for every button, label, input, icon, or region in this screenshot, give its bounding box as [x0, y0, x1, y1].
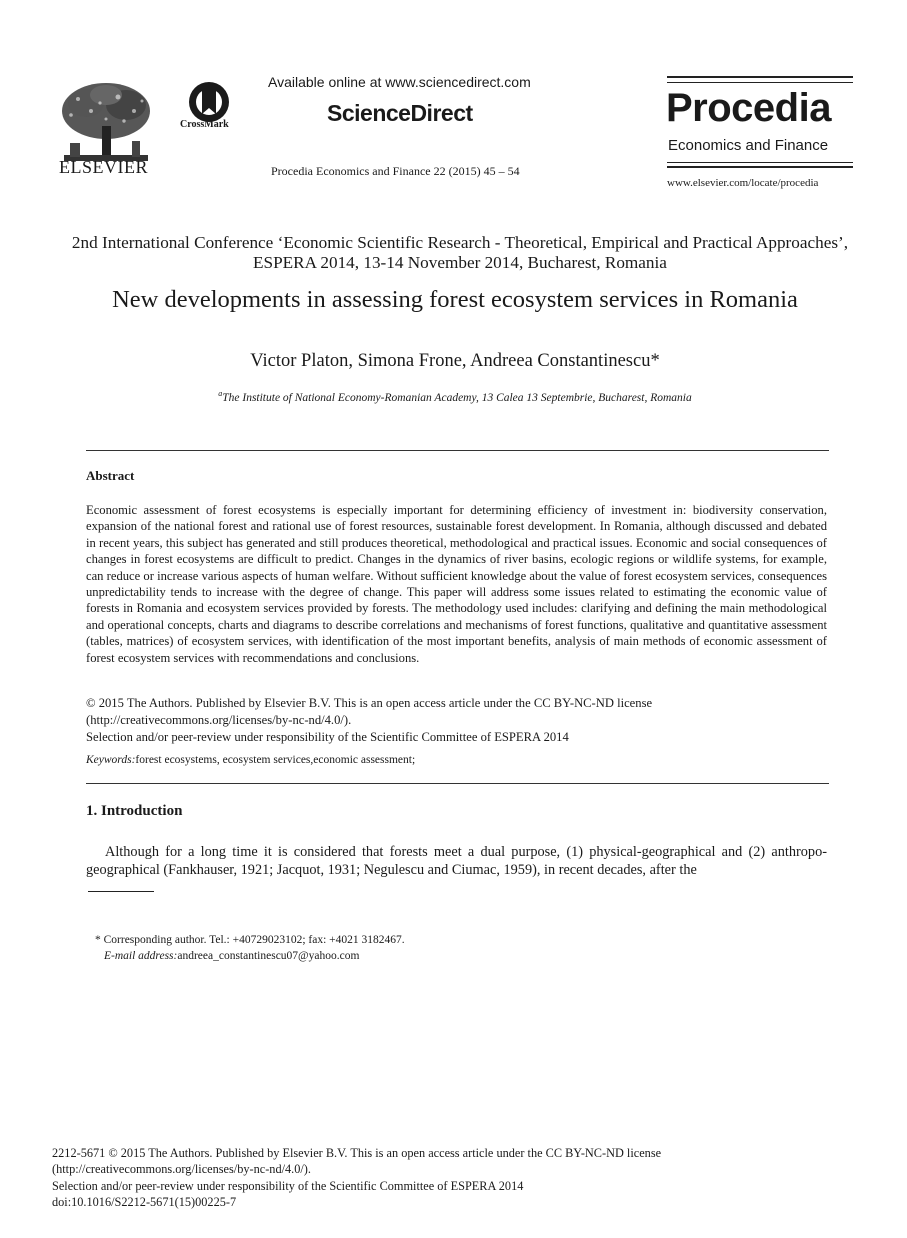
- elsevier-wordmark: ELSEVIER: [59, 157, 148, 177]
- affiliation-text: The Institute of National Economy-Romanian Academy, 13 Calea 13 Septembrie, Bucharest, Romania: [222, 391, 692, 404]
- issn-copyright-block: [52, 1145, 872, 1211]
- procedia-wordmark: Procedia: [666, 86, 831, 130]
- copyright-notice: [86, 695, 827, 746]
- procedia-rule: [667, 166, 853, 168]
- procedia-url-link[interactable]: www.elsevier.com/locate/procedia: [667, 177, 819, 189]
- abstract-heading: Abstract: [86, 468, 135, 483]
- license-link[interactable]: (http://creativecommons.org/licenses/by-nc-nd/4.0/).: [86, 713, 352, 727]
- keywords-label: Keywords:: [86, 754, 136, 766]
- procedia-rule: [667, 82, 853, 83]
- paper-title: New developments in assessing forest ecosystem services in Romania: [112, 286, 798, 313]
- journal-reference: Procedia Economics and Finance 22 (2015) 45 – 54: [271, 164, 520, 178]
- affiliation-mark: a: [218, 389, 223, 398]
- email-note: [104, 950, 359, 962]
- peer-review-bottom: Selection and/or peer-review under responsibility of the Scientific Committee of ESPERA 2014: [52, 1178, 524, 1193]
- procedia-rule: [667, 76, 853, 78]
- conference-name: 2nd International Conference ‘Economic Scientific Research - Theoretical, Empirical and Practical Approaches’, ESPERA 2014, 13-14 November 2014, Bucharest, Romania: [71, 233, 849, 272]
- introduction-body: Although for a long time it is considered that forests meet a dual purpose, (1) physical-geographical and (2) anthropo-geographical (Fankhauser, 1921; Jacquot, 1931; Negulescu and Ciumac, 1959), in recent decades, after the: [86, 844, 827, 878]
- procedia-subtitle: Economics and Finance: [668, 137, 829, 154]
- doi-line[interactable]: doi:10.1016/S2212-5671(15)00225-7: [52, 1195, 237, 1210]
- crossmark-label: CrossMark: [180, 119, 229, 130]
- license-link-bottom[interactable]: (http://creativecommons.org/licenses/by-nc-nd/4.0/).: [52, 1162, 311, 1177]
- procedia-rule: [667, 162, 853, 163]
- keywords: [86, 754, 415, 766]
- abstract-body: Economic assessment of forest ecosystems is especially important for determining efficiency of investment in: biodiversity conservation, expansion of the national forest and rational use of forest resources, sustainable forest development. In Romania, although discussed and debated in recent years, this subject has generated and still produces theoretical, methodological and practical issues. Economic and social consequences of changes in forest ecosystems are difficult to predict. Changes in the dynamics of river basins, ecologic regions or wildlife systems, for example, can reduce or increase various aspects of human welfare. Without sufficient knowledge about the value of forest ecosystem services, consequences unpredictability tends to increase with the degree of change. This paper will address some issues related to estimating the economic value of forests in Romania and ecosystem services provided by forests. The methodology used includes: clarifying and defining the main methodological and operational concepts, charts and diagrams to describe correlations and mechanisms of forest functions, qualitative and quantitative assessment (tables, matrices) of ecosystem services, with identification of the most important benefits, analysis of main methods of economic assessment of forest ecosystem services with recommendations and conclusions.: [86, 503, 827, 665]
- available-online-link[interactable]: Available online at www.sciencedirect.com: [268, 74, 531, 90]
- affiliation: [60, 389, 850, 404]
- copyright-line: © 2015 The Authors. Published by Elsevier B.V. This is an open access article under the CC BY-NC-ND license: [86, 696, 653, 710]
- peer-review-line: Selection and/or peer-review under responsibility of the Scientific Committee of ESPERA 2014: [86, 730, 569, 744]
- email-address[interactable]: andreea_constantinescu07@yahoo.com: [177, 950, 360, 962]
- sciencedirect-wordmark: ScienceDirect: [327, 100, 473, 126]
- section-divider: [86, 783, 829, 784]
- author-list: Victor Platon, Simona Frone, Andreea Constantinescu*: [250, 351, 660, 371]
- keywords-text: forest ecosystems, ecosystem services,economic assessment;: [135, 754, 416, 766]
- section-divider: [86, 450, 829, 451]
- corresponding-author-note: * Corresponding author. Tel.: +40729023102; fax: +4021 3182467.: [95, 934, 405, 946]
- introduction-heading: 1. Introduction: [86, 803, 183, 819]
- email-label: E-mail address:: [104, 950, 178, 962]
- footnote-divider: [88, 891, 154, 892]
- issn-line: 2212-5671 © 2015 The Authors. Published by Elsevier B.V. This is an open access article under the CC BY-NC-ND license: [52, 1146, 662, 1160]
